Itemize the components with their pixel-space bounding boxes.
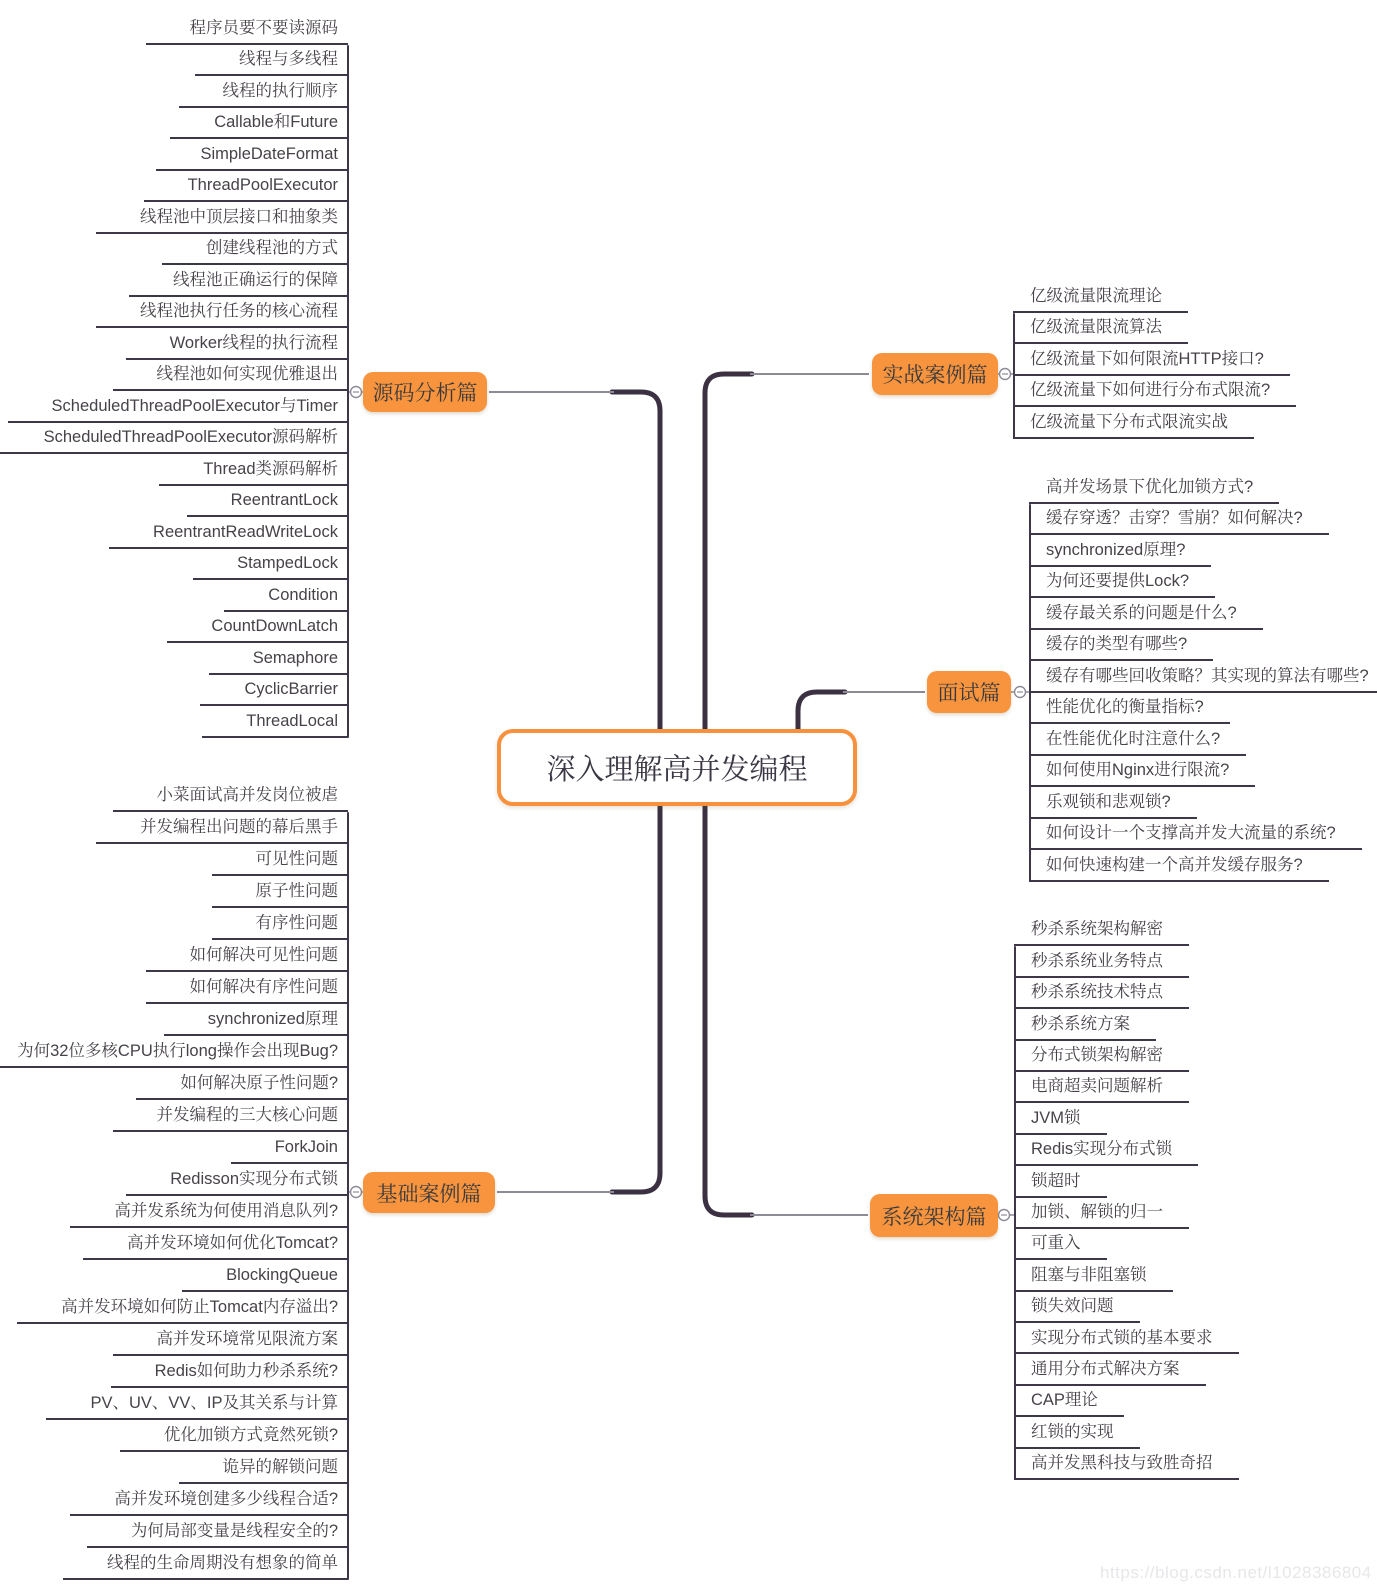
- topic-item[interactable]: 红锁的实现: [1014, 1417, 1140, 1448]
- topic-item[interactable]: 亿级流量下如何进行分布式限流?: [1013, 376, 1296, 408]
- topic-item[interactable]: 线程的执行顺序: [179, 76, 349, 108]
- topic-item[interactable]: 亿级流量限流理论: [1013, 281, 1188, 313]
- topic-item[interactable]: ThreadPoolExecutor: [144, 171, 348, 203]
- topic-item[interactable]: 原子性问题: [212, 876, 349, 908]
- topic-item[interactable]: Redis如何助力秒杀系统?: [111, 1356, 348, 1388]
- topic-item[interactable]: 高并发环境常见限流方案: [113, 1324, 349, 1356]
- topic-item[interactable]: CAP理论: [1014, 1386, 1124, 1417]
- collapse-handle-interview[interactable]: [1015, 687, 1026, 698]
- topic-item[interactable]: 并发编程的三大核心问题: [113, 1100, 349, 1132]
- group-spine-line: [347, 45, 349, 738]
- topic-item[interactable]: CountDownLatch: [167, 612, 348, 644]
- topic-item[interactable]: 锁超时: [1014, 1166, 1107, 1197]
- topic-item[interactable]: 诡异的解锁问题: [179, 1452, 349, 1484]
- topic-item[interactable]: synchronized原理?: [1029, 535, 1211, 567]
- topic-item[interactable]: 缓存的类型有哪些?: [1029, 630, 1213, 662]
- group-spine-line: [347, 812, 349, 1580]
- topic-item[interactable]: 秒杀系统技术特点: [1014, 978, 1189, 1009]
- topic-group-basic-cases: [0, 780, 348, 1580]
- topic-item[interactable]: 性能优化的衡量指标?: [1029, 693, 1230, 725]
- topic-item[interactable]: 通用分布式解决方案: [1014, 1354, 1206, 1385]
- topic-item[interactable]: 为何还要提供Lock?: [1029, 567, 1215, 599]
- spine-interview: [798, 692, 845, 734]
- topic-item[interactable]: 秒杀系统方案: [1014, 1009, 1156, 1040]
- topic-item[interactable]: 高并发场景下优化加锁方式?: [1029, 472, 1279, 504]
- topic-item[interactable]: 在性能优化时注意什么?: [1029, 724, 1246, 756]
- group-spine-line: [1013, 313, 1015, 439]
- topic-item[interactable]: 亿级流量限流算法: [1013, 313, 1188, 345]
- topic-item[interactable]: 如何解决有序性问题: [146, 972, 349, 1004]
- spine-basic-cases: [612, 801, 660, 1192]
- topic-item[interactable]: 可见性问题: [212, 844, 349, 876]
- topic-item[interactable]: 缓存有哪些回收策略？其实现的算法有哪些?: [1029, 661, 1377, 693]
- topic-group-source-code: [0, 13, 348, 738]
- topic-item[interactable]: ScheduledThreadPoolExecutor与Timer: [8, 391, 348, 423]
- topic-item[interactable]: 亿级流量下如何限流HTTP接口?: [1013, 344, 1290, 376]
- topic-item[interactable]: PV、UV、VV、IP及其关系与计算: [46, 1388, 348, 1420]
- topic-item[interactable]: 高并发环境如何优化Tomcat?: [83, 1228, 348, 1260]
- topic-item[interactable]: 如何解决原子性问题?: [136, 1068, 348, 1100]
- topic-item[interactable]: 锁失效问题: [1014, 1292, 1140, 1323]
- collapse-handle-basic-cases[interactable]: [351, 1187, 362, 1198]
- topic-item[interactable]: 为何32位多核CPU执行long操作会出现Bug?: [0, 1036, 348, 1068]
- branch-node-interview[interactable]: 面试篇: [927, 671, 1011, 713]
- topic-item[interactable]: 实现分布式锁的基本要求: [1014, 1323, 1239, 1354]
- collapse-handle-practical-cases[interactable]: [1000, 369, 1011, 380]
- topic-item[interactable]: 亿级流量下分布式限流实战: [1013, 407, 1254, 439]
- topic-item[interactable]: Redisson实现分布式锁: [126, 1164, 348, 1196]
- topic-item[interactable]: 秒杀系统架构解密: [1014, 915, 1189, 946]
- topic-item[interactable]: 高并发环境如何防止Tomcat内存溢出?: [17, 1292, 348, 1324]
- branch-node-source-code[interactable]: 源码分析篇: [363, 372, 487, 412]
- topic-item[interactable]: 线程池正确运行的保障: [129, 265, 348, 297]
- topic-item[interactable]: Redis实现分布式锁: [1014, 1135, 1198, 1166]
- central-topic[interactable]: 深入理解高并发编程: [497, 729, 857, 806]
- topic-item[interactable]: 高并发环境创建多少线程合适?: [70, 1484, 348, 1516]
- topic-item[interactable]: ScheduledThreadPoolExecutor源码解析: [0, 423, 348, 455]
- topic-group-practical-cases: [1013, 281, 1296, 439]
- topic-item[interactable]: Thread类源码解析: [159, 454, 348, 486]
- spine-architecture: [705, 801, 752, 1215]
- topic-item[interactable]: 并发编程出问题的幕后黑手: [96, 812, 348, 844]
- branch-node-practical-cases[interactable]: 实战案例篇: [872, 353, 998, 395]
- topic-item[interactable]: 线程池中顶层接口和抽象类: [96, 202, 348, 234]
- topic-item[interactable]: ForkJoin: [231, 1132, 348, 1164]
- topic-item[interactable]: 线程池执行任务的核心流程: [96, 297, 348, 329]
- topic-item[interactable]: 线程池如何实现优雅退出: [113, 360, 349, 392]
- spine-practical-cases: [705, 374, 752, 734]
- topic-item[interactable]: 高并发系统为何使用消息队列?: [70, 1196, 348, 1228]
- topic-item[interactable]: 线程的生命周期没有想象的简单: [63, 1548, 348, 1580]
- topic-item[interactable]: Callable和Future: [170, 108, 348, 140]
- topic-item[interactable]: 有序性问题: [212, 908, 349, 940]
- topic-item[interactable]: ReentrantReadWriteLock: [109, 517, 348, 549]
- topic-item[interactable]: 电商超卖问题解析: [1014, 1072, 1189, 1103]
- group-spine-line: [1029, 504, 1031, 882]
- topic-item[interactable]: 如何解决可见性问题: [146, 940, 349, 972]
- topic-item[interactable]: SimpleDateFormat: [156, 139, 348, 171]
- topic-group-architecture: [1014, 915, 1239, 1480]
- topic-item[interactable]: StampedLock: [193, 549, 348, 581]
- topic-item[interactable]: 高并发黑科技与致胜奇招: [1014, 1449, 1239, 1480]
- topic-item[interactable]: 秒杀系统业务特点: [1014, 946, 1189, 977]
- collapse-handle-architecture[interactable]: [999, 1210, 1010, 1221]
- topic-item[interactable]: JVM锁: [1014, 1103, 1107, 1134]
- topic-group-interview: [1029, 472, 1377, 882]
- topic-item[interactable]: 如何设计一个支撑高并发大流量的系统?: [1029, 819, 1362, 851]
- topic-item[interactable]: 加锁、解锁的归一: [1014, 1198, 1189, 1229]
- topic-item[interactable]: 为何局部变量是线程安全的?: [87, 1516, 348, 1548]
- topic-item[interactable]: synchronized原理: [164, 1004, 348, 1036]
- topic-item[interactable]: CyclicBarrier: [200, 675, 348, 707]
- topic-item[interactable]: 分布式锁架构解密: [1014, 1041, 1189, 1072]
- topic-item[interactable]: 缓存穿透？击穿？雪崩？如何解决?: [1029, 504, 1329, 536]
- topic-item[interactable]: 阻塞与非阻塞锁: [1014, 1260, 1173, 1291]
- topic-item[interactable]: BlockingQueue: [182, 1260, 348, 1292]
- topic-item[interactable]: 如何快速构建一个高并发缓存服务?: [1029, 850, 1329, 882]
- topic-item[interactable]: 优化加锁方式竟然死锁?: [120, 1420, 348, 1452]
- branch-node-architecture[interactable]: 系统架构篇: [870, 1194, 998, 1237]
- spine-source-code: [612, 392, 660, 734]
- topic-item[interactable]: 小菜面试高并发岗位被虐: [113, 780, 349, 812]
- topic-item[interactable]: 缓存最关系的问题是什么?: [1029, 598, 1263, 630]
- topic-item[interactable]: Condition: [224, 580, 348, 612]
- group-spine-line: [1014, 946, 1016, 1480]
- topic-item[interactable]: ReentrantLock: [187, 486, 348, 518]
- topic-item[interactable]: 创建线程池的方式: [162, 234, 348, 266]
- topic-item[interactable]: 程序员要不要读源码: [146, 13, 349, 45]
- watermark: https://blog.csdn.net/l1028386804: [1100, 1563, 1372, 1582]
- topic-item[interactable]: Worker线程的执行流程: [126, 328, 348, 360]
- collapse-handle-source-code[interactable]: [351, 387, 362, 398]
- topic-item[interactable]: 乐观锁和悲观锁?: [1029, 787, 1197, 819]
- branch-node-basic-cases[interactable]: 基础案例篇: [363, 1172, 495, 1213]
- topic-item[interactable]: ThreadLocal: [202, 706, 348, 738]
- topic-item[interactable]: 如何使用Nginx进行限流?: [1029, 756, 1255, 788]
- topic-item[interactable]: 线程与多线程: [195, 45, 348, 77]
- topic-item[interactable]: Semaphore: [209, 643, 348, 675]
- topic-item[interactable]: 可重入: [1014, 1229, 1107, 1260]
